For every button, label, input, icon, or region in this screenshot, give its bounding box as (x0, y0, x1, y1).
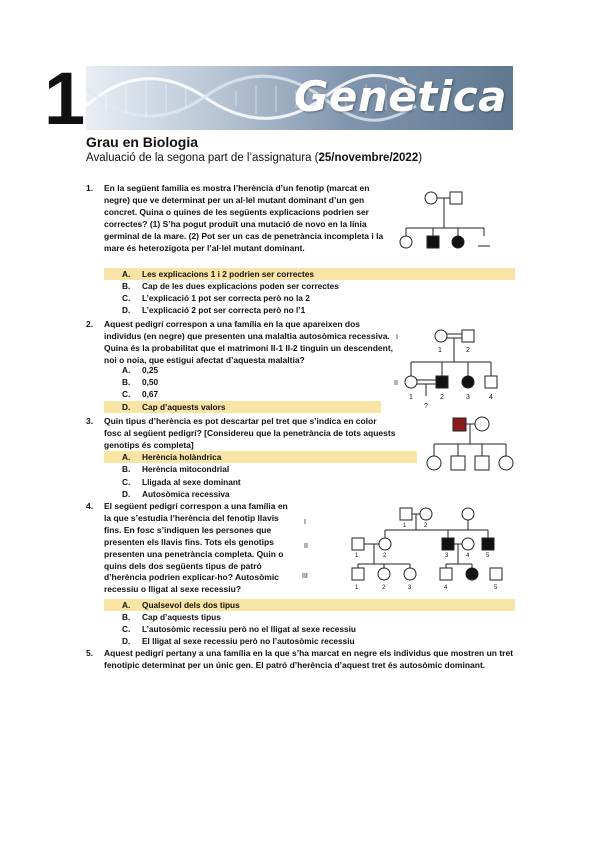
question-1 (86, 183, 396, 254)
option-2d[interactable] (104, 401, 381, 413)
individual-id: 1 (355, 553, 359, 559)
individual-id: 1 (409, 394, 413, 401)
option-2b[interactable] (104, 376, 381, 388)
generation-label: II (394, 380, 398, 387)
option-text: Qualsevol dels dos tipus (142, 600, 240, 610)
option-4d[interactable] (104, 635, 515, 647)
course-title: Grau en Biologia (86, 134, 199, 150)
option-letter: A. (122, 269, 131, 279)
individual-id: 4 (489, 394, 493, 401)
option-letter: B. (122, 464, 131, 474)
subtitle-prefix: Avaluació de la segona part de l’assignatura ( (86, 152, 319, 164)
option-letter: A. (122, 365, 131, 375)
option-4b[interactable] (104, 611, 515, 623)
question-text: Aquest pedigrí correspon a una família en la que apareixen dos individus (en negre) que presenten una malaltia autosòmica recessiva. Quina és la probabilitat que el matrimoni II-1 II-2 tinguin un descendent, noi o noia, que estigui afectat d’aquesta malaltia? (104, 319, 394, 365)
option-3b[interactable] (104, 463, 417, 475)
individual-id: 3 (408, 585, 412, 591)
option-4a[interactable] (104, 599, 515, 611)
option-letter: D. (122, 636, 131, 646)
individual-id: 5 (494, 585, 498, 591)
option-text: 0,50 (142, 377, 159, 387)
pedigree-affected-male (453, 418, 466, 431)
option-text: L’autosòmic recessiu però no el lligat al sexe recessiu (142, 624, 356, 634)
option-letter: C. (122, 389, 131, 399)
exam-date: 25/novembre/2022 (318, 152, 419, 164)
individual-id: 2 (382, 585, 386, 591)
option-3c[interactable] (104, 476, 417, 488)
question-number: 4. (86, 501, 94, 511)
individual-id: 4 (466, 553, 470, 559)
generation-label: I (304, 519, 306, 526)
option-text: L’explicació 2 pot ser correcta però no l’1 (142, 305, 306, 315)
question-text: Aquest pedigrí pertany a una família en la que s’ha marcat en negre els individus que mostren un tret fenotípic determinat per un únic gen. El patró d’herència d’aquest tret és autosòmic dominant. (104, 648, 514, 670)
individual-id: 1 (403, 523, 407, 529)
option-letter: A. (122, 452, 131, 462)
option-text: Lligada al sexe dominant (142, 477, 241, 487)
option-text: Autosòmica recessiva (142, 489, 230, 499)
option-text: 0,67 (142, 389, 159, 399)
pedigree-female (400, 236, 412, 248)
option-letter: C. (122, 477, 131, 487)
option-1a[interactable] (104, 268, 515, 280)
question-number: 2. (86, 319, 94, 329)
individual-id: 3 (445, 553, 449, 559)
question-text: El següent pedigrí correspon a una família en la que s’estudia l’herència del fenotip llavis fins. En fosc s’indiquen les persones que presenten els llavis fins. Tots els genotips presenten una penetrància completa. Quin o quins dels dos següents tipus de patró d’herència podrien explicar-ho? Autosòmic recessiu o lligat al sexe recessiu? (104, 501, 288, 595)
question-text: En la següent família es mostra l’herència d’un fenotip (marcat en negre) que ve determinat per un al·lel mutant dominant d’un gen concret. Quina o quines de les següents explicacions podrien ser correctes? (1) S’ha pogut produït una mutació de novo en la línia germinal de la mare. (2) Pot ser un cas de penetrància incompleta i la mare és heterozigota per l’al·lel mutant dominant. (104, 183, 384, 253)
question-sheet-number: 1 (44, 57, 86, 140)
option-text: Les explicacions 1 i 2 podrien ser correctes (142, 269, 315, 279)
individual-id: 4 (444, 585, 448, 591)
question-4 (86, 501, 296, 596)
generation-label: II (304, 543, 308, 550)
option-text: Cap d’aquests valors (142, 402, 226, 412)
subtitle-suffix: ) (418, 152, 423, 164)
pedigree-affected-male (427, 236, 439, 248)
option-letter: B. (122, 377, 131, 387)
option-letter: C. (122, 624, 131, 634)
option-4c[interactable] (104, 623, 515, 635)
option-2a[interactable] (104, 364, 381, 376)
option-letter: D. (122, 305, 131, 315)
individual-id: 2 (440, 394, 444, 401)
option-letter: B. (122, 281, 131, 291)
option-3a[interactable] (104, 451, 417, 463)
option-3d[interactable] (104, 488, 417, 500)
individual-id: 1 (355, 585, 359, 591)
pedigree-q2 (388, 324, 518, 416)
individual-id: 3 (466, 394, 470, 401)
option-letter: D. (122, 402, 131, 412)
generation-label: III (302, 573, 308, 580)
unknown-child-mark: ? (424, 403, 428, 410)
generation-label: I (396, 334, 398, 341)
option-text: 0,25 (142, 365, 159, 375)
pedigree-male (450, 192, 462, 204)
pedigree-female (425, 192, 437, 204)
question-number: 3. (86, 416, 94, 426)
option-letter: B. (122, 612, 131, 622)
question-5 (86, 648, 526, 672)
individual-id: 2 (466, 347, 470, 354)
option-letter: A. (122, 600, 131, 610)
pedigree-q3 (420, 414, 520, 478)
question-text: Quin tipus d’herència es pot descartar pel tret que s’indica en color fosc al següent pedigrí? [Considereu que la penetrància de tots aquests genotips és completa] (104, 416, 396, 450)
question-number: 1. (86, 183, 94, 193)
option-2c[interactable] (104, 388, 381, 400)
pedigree-q1 (396, 186, 496, 256)
option-1d[interactable] (104, 304, 515, 316)
question-3 (86, 416, 396, 452)
exam-subtitle (86, 152, 422, 164)
individual-id: 5 (486, 553, 490, 559)
pedigree-q4 (300, 502, 520, 594)
individual-id: 2 (383, 553, 387, 559)
option-text: El lligat al sexe recessiu però no l’autosòmic recessiu (142, 636, 355, 646)
question-2 (86, 319, 396, 367)
banner-title: Genètica (293, 72, 507, 121)
individual-id: 1 (438, 347, 442, 354)
option-1b[interactable] (104, 280, 515, 292)
option-letter: C. (122, 293, 131, 303)
option-text: L’explicació 1 pot ser correcta però no la 2 (142, 293, 310, 303)
option-text: Herència holàndrica (142, 452, 222, 462)
individual-id: 2 (424, 523, 428, 529)
option-text: Cap de les dues explicacions poden ser correctes (142, 281, 339, 291)
option-text: Herència mitocondrial (142, 464, 230, 474)
pedigree-affected-female (452, 236, 464, 248)
genetics-banner (86, 66, 513, 130)
option-letter: D. (122, 489, 131, 499)
question-number: 5. (86, 648, 94, 658)
option-text: Cap d’aquests tipus (142, 612, 221, 622)
option-1c[interactable] (104, 292, 515, 304)
